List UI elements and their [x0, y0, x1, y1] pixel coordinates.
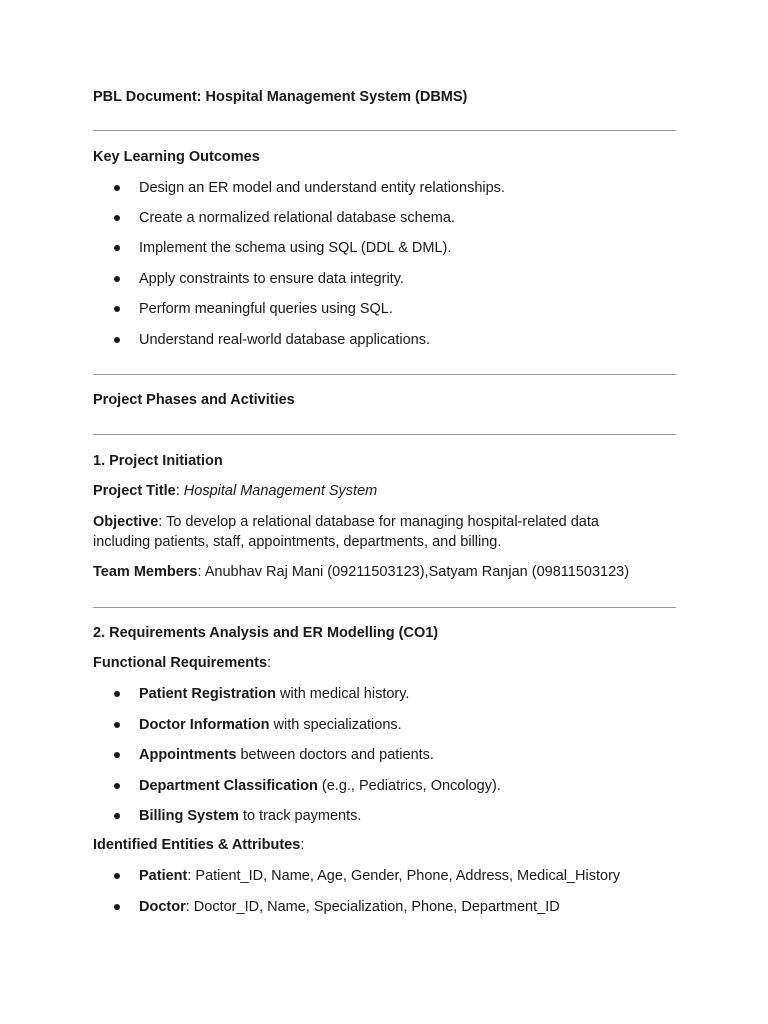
entities-attributes-label: Identified Entities & Attributes [93, 837, 301, 853]
entity-item [139, 898, 560, 916]
requirement-name: Appointments [139, 747, 237, 763]
functional-requirement-item [139, 777, 501, 795]
divider [93, 607, 676, 608]
functional-requirements-colon: : [267, 655, 272, 671]
bullet-icon [114, 306, 120, 312]
bullet-icon [114, 873, 120, 879]
bullet-icon [114, 691, 120, 697]
team-members-label: Team Members [93, 564, 198, 580]
project-title-label: Project Title [93, 483, 176, 499]
divider [93, 434, 676, 435]
initiation-heading: 1. Project Initiation [93, 453, 223, 469]
functional-requirements-line [93, 654, 271, 672]
requirement-detail: with medical history. [275, 686, 410, 702]
requirement-detail: (e.g., Pediatrics, Oncology). [317, 778, 501, 794]
phases-heading: Project Phases and Activities [93, 392, 295, 408]
bullet-icon [114, 722, 120, 728]
requirement-detail: with specializations. [269, 717, 402, 733]
learning-outcome-item: Create a normalized relational database schema. [139, 210, 455, 226]
learning-outcome-item: Perform meaningful queries using SQL. [139, 301, 393, 317]
functional-requirement-item [139, 746, 434, 764]
bullet-icon [114, 215, 120, 221]
functional-requirement-item [139, 716, 402, 734]
objective-paragraph [93, 512, 653, 552]
entities-attributes-colon: : [300, 837, 305, 853]
bullet-icon [114, 783, 120, 789]
objective-text: : To develop a relational database for managing hospital-related data including patients, staff, appointments, departments, and billing. [93, 514, 599, 550]
learning-outcomes-heading: Key Learning Outcomes [93, 149, 260, 165]
requirement-detail: to track payments. [238, 808, 362, 824]
project-title-value: Hospital Management System [183, 483, 378, 499]
bullet-icon [114, 185, 120, 191]
requirement-name: Patient Registration [139, 686, 276, 702]
entity-name: Patient [139, 868, 188, 884]
entity-attributes: : Doctor_ID, Name, Specialization, Phone, Department_ID [185, 899, 560, 915]
bullet-icon [114, 245, 120, 251]
functional-requirements-label: Functional Requirements [93, 655, 268, 671]
bullet-icon [114, 337, 120, 343]
bullet-icon [114, 752, 120, 758]
entity-attributes: : Patient_ID, Name, Age, Gender, Phone, Address, Medical_History [187, 868, 621, 884]
requirement-name: Department Classification [139, 778, 318, 794]
requirement-name: Doctor Information [139, 717, 270, 733]
learning-outcome-item: Understand real-world database applications. [139, 332, 430, 348]
divider [93, 374, 676, 375]
requirements-heading: 2. Requirements Analysis and ER Modelling (CO1) [93, 625, 439, 641]
document-title: PBL Document: Hospital Management System (DBMS) [93, 89, 468, 105]
project-title-line [93, 482, 377, 500]
functional-requirement-item [139, 807, 361, 825]
project-title-colon: : [175, 483, 184, 499]
team-members-value: : Anubhav Raj Mani (09211503123),Satyam Ranjan (09811503123) [197, 564, 630, 580]
entities-attributes-line [93, 836, 304, 854]
requirement-detail: between doctors and patients. [236, 747, 434, 763]
bullet-icon [114, 813, 120, 819]
bullet-icon [114, 904, 120, 910]
functional-requirement-item [139, 685, 409, 703]
requirement-name: Billing System [139, 808, 239, 824]
team-members-line [93, 563, 629, 581]
entity-item [139, 867, 620, 885]
bullet-icon [114, 276, 120, 282]
learning-outcome-item: Implement the schema using SQL (DDL & DML). [139, 240, 452, 256]
objective-label: Objective [93, 514, 159, 530]
entity-name: Doctor [139, 899, 186, 915]
learning-outcome-item: Apply constraints to ensure data integrity. [139, 271, 404, 287]
learning-outcome-item: Design an ER model and understand entity relationships. [139, 180, 505, 196]
divider [93, 130, 676, 131]
